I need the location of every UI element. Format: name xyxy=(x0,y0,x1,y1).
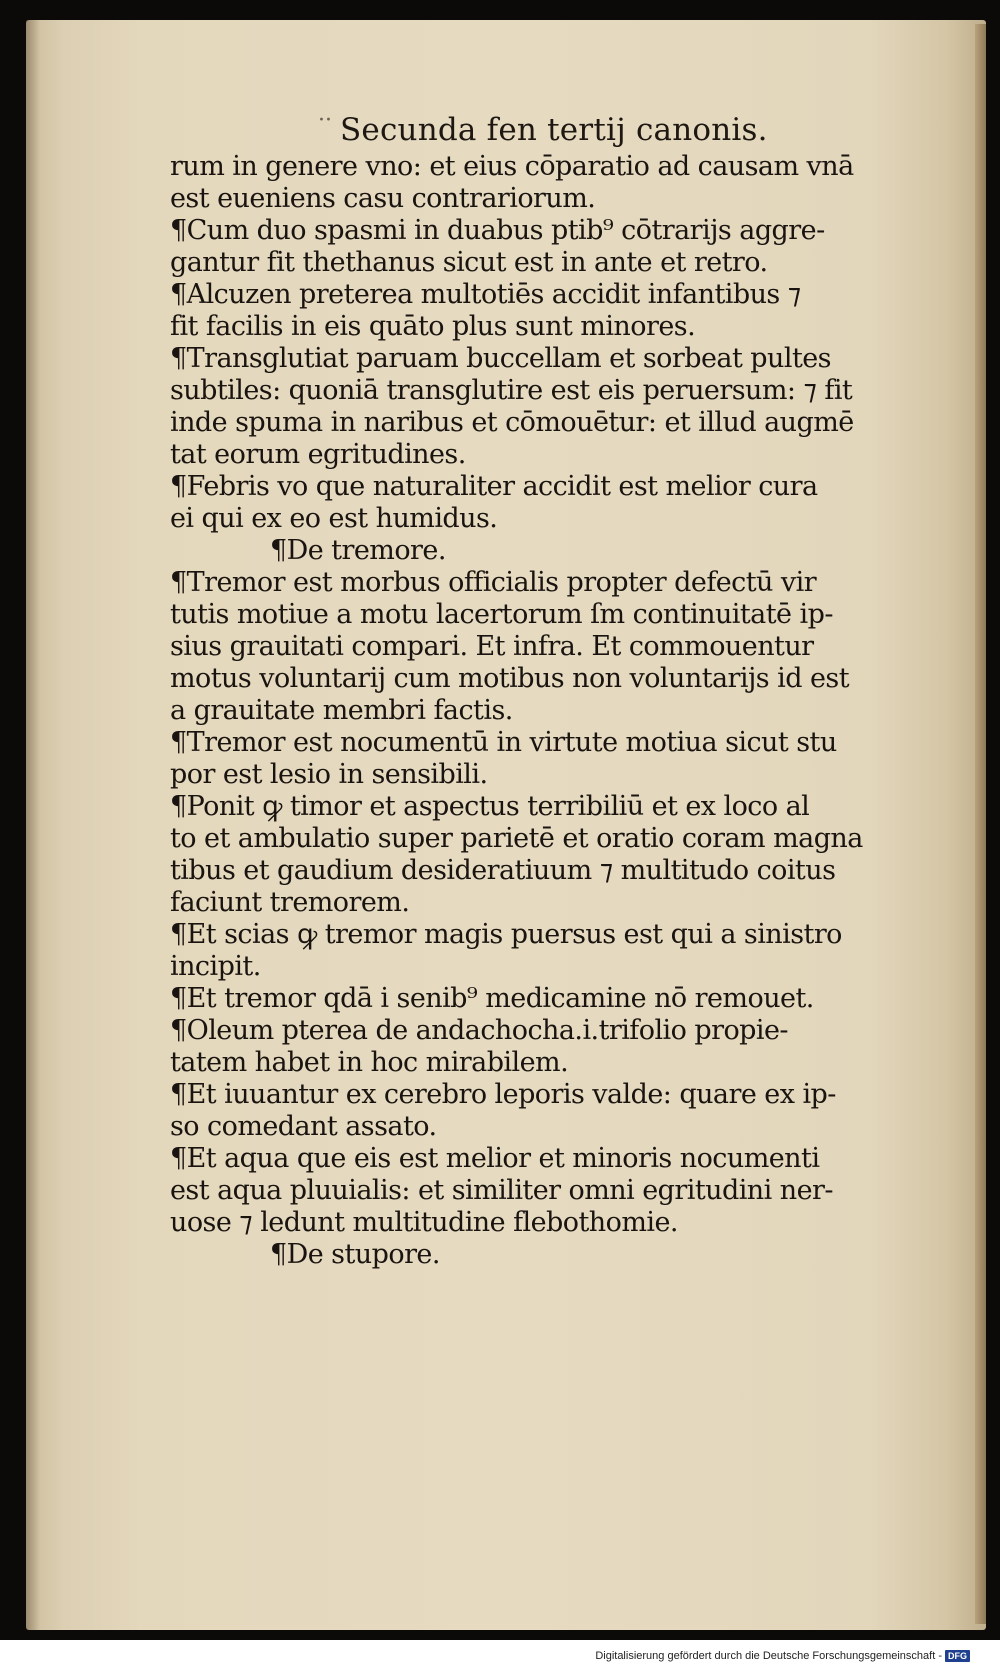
text-line: uose ⁊ ledunt multitudine flebothomie. xyxy=(170,1207,678,1238)
section-heading: ¶De stupore. xyxy=(270,1239,440,1270)
text-line: ¶Ponit ꝙ timor et aspectus terribiliū et ex loco al xyxy=(170,791,810,822)
text-line: motus voluntarij cum motibus non voluntarijs id est xyxy=(170,663,850,694)
text-line: ¶Tremor est nocumentū in virtute motiua sicut stu xyxy=(170,727,837,758)
digitization-credit xyxy=(595,1650,970,1662)
credit-text: Digitalisierung gefördert durch die Deutsche Forschungsgemeinschaft - xyxy=(595,1650,942,1662)
text-line: ¶Et aqua que eis est melior et minoris nocumenti xyxy=(170,1143,820,1174)
page-edge xyxy=(975,24,986,1624)
text-line: tutis motiue a motu lacertorum ſm continuitatē ip- xyxy=(170,599,833,630)
gutter-shadow xyxy=(26,20,40,1630)
text-line: ¶Alcuzen preterea multotiēs accidit infantibus ⁊ xyxy=(170,279,801,310)
text-line: incipit. xyxy=(170,951,261,982)
text-line: ¶Febris vo que naturaliter accidit est melior cura xyxy=(170,471,818,502)
text-line: tat eorum egritudines. xyxy=(170,439,466,470)
text-line: to et ambulatio super parietē et oratio coram magna xyxy=(170,823,863,854)
text-line: ¶Transglutiat paruam buccellam et sorbeat pultes xyxy=(170,343,831,374)
text-line: est aqua pluuialis: et similiter omni egritudini ner- xyxy=(170,1175,833,1206)
running-head: Secunda fen tertij canonis. xyxy=(340,112,768,148)
text-line: ¶Oleum pterea de andachocha.i.trifolio propie- xyxy=(170,1015,788,1046)
text-line: fit facilis in eis quāto plus sunt minores. xyxy=(170,311,696,342)
text-line: subtiles: quoniā transglutire est eis peruersum: ⁊ fit xyxy=(170,375,853,406)
text-line: por est lesio in sensibili. xyxy=(170,759,488,790)
dfg-logo: DFG xyxy=(945,1650,970,1662)
text-line: gantur fit thethanus sicut est in ante et retro. xyxy=(170,247,768,278)
text-line: ei qui ex eo est humidus. xyxy=(170,503,498,534)
page-mark-dots: ·· xyxy=(318,108,332,133)
text-line: a grauitate membri factis. xyxy=(170,695,513,726)
text-line: ¶Cum duo spasmi in duabus ptib⁹ cōtrarijs aggre- xyxy=(170,215,825,246)
text-line: faciunt tremorem. xyxy=(170,887,410,918)
text-line: ¶Et iuuantur ex cerebro leporis valde: quare ex ip- xyxy=(170,1079,836,1110)
text-line: so comedant assato. xyxy=(170,1111,437,1142)
text-line: sius grauitati compari. Et infra. Et commouentur xyxy=(170,631,814,662)
text-line: tibus et gaudium desideratiuum ⁊ multitudo coitus xyxy=(170,855,836,886)
text-line: tatem habet in hoc mirabilem. xyxy=(170,1047,569,1078)
text-line: ¶Et scias ꝙ tremor magis puersus est qui a sinistro xyxy=(170,919,842,950)
text-line: rum in genere vno: et eius cōparatio ad causam vnā xyxy=(170,151,854,182)
text-line: ¶Tremor est morbus officialis propter defectū vir xyxy=(170,567,817,598)
text-line: ¶Et tremor qdā i senib⁹ medicamine nō remouet. xyxy=(170,983,814,1014)
text-line: inde spuma in naribus et cōmouētur: et illud augmē xyxy=(170,407,854,438)
text-line: est eueniens casu contrariorum. xyxy=(170,183,596,214)
section-heading: ¶De tremore. xyxy=(270,535,446,566)
